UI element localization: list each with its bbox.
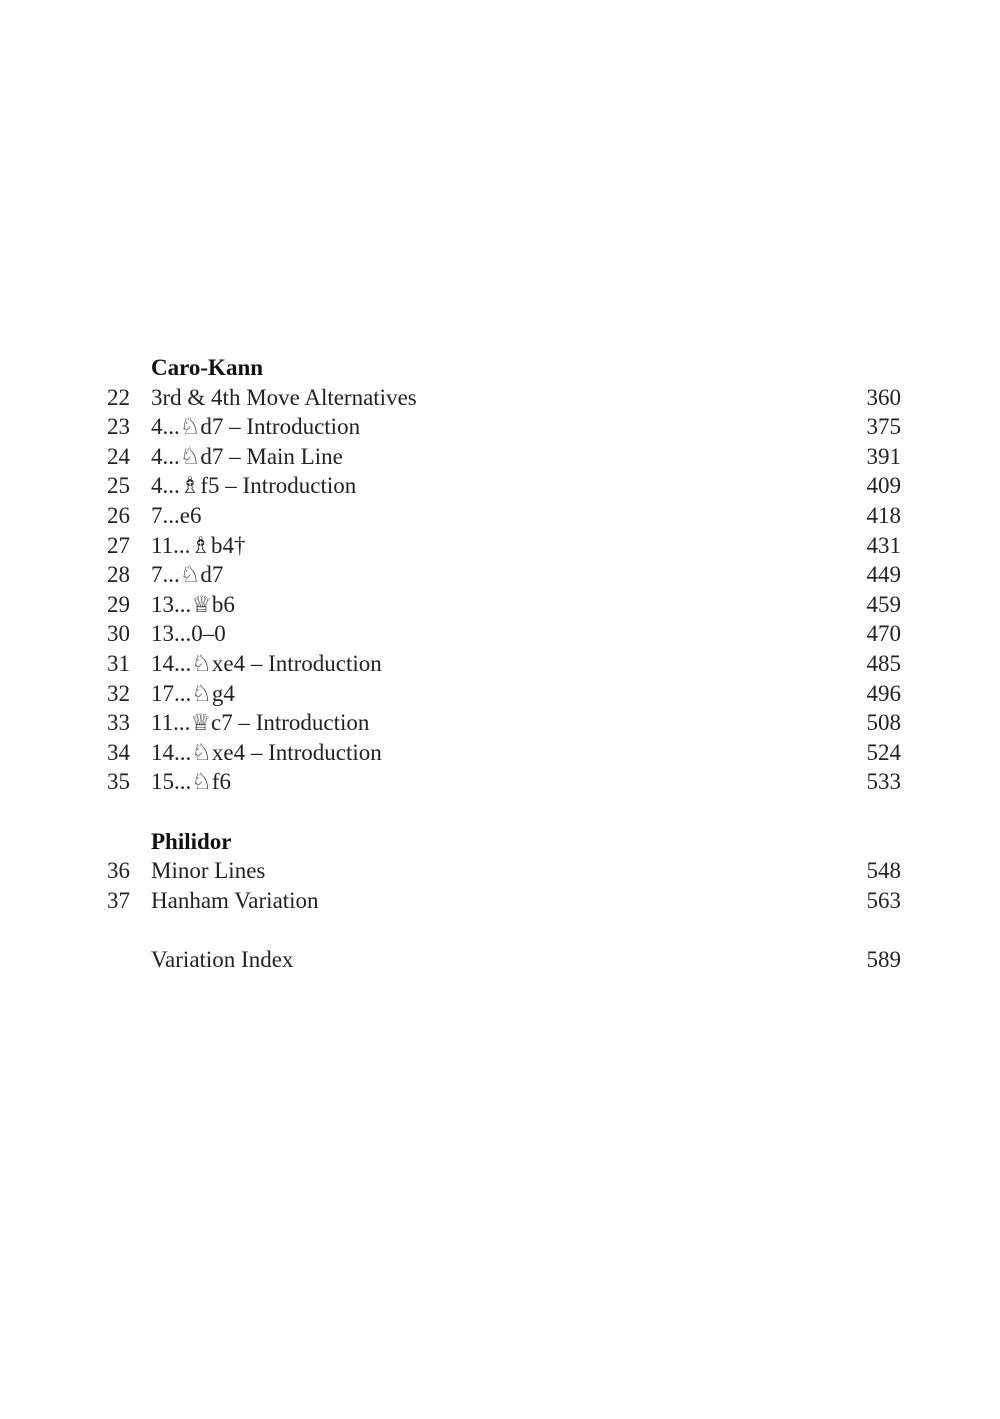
chapter-title[interactable]: 13...0–0 bbox=[151, 621, 226, 647]
chapter-number: 23 bbox=[107, 414, 130, 440]
chapter-number: 35 bbox=[107, 769, 130, 795]
page-number: 470 bbox=[866, 621, 901, 647]
chapter-title[interactable]: 7...e6 bbox=[151, 502, 202, 528]
chapter-title[interactable]: 3rd & 4th Move Alternatives bbox=[151, 384, 417, 410]
toc-entry[interactable] bbox=[0, 649, 1000, 679]
page-number: 548 bbox=[866, 858, 901, 884]
chapter-number: 28 bbox=[107, 562, 130, 588]
chapter-title[interactable]: 4...♗f5 – Introduction bbox=[151, 473, 357, 499]
chapter-title[interactable]: 17...♘g4 bbox=[151, 680, 235, 706]
section-heading: Philidor bbox=[151, 828, 232, 854]
chapter-title[interactable]: 14...♘xe4 – Introduction bbox=[151, 650, 382, 676]
toc-entry[interactable] bbox=[0, 886, 1000, 916]
toc-entry[interactable] bbox=[0, 619, 1000, 649]
chapter-number: 22 bbox=[107, 384, 130, 410]
section-spacer bbox=[0, 797, 1000, 827]
toc-entry[interactable] bbox=[0, 679, 1000, 709]
toc-entry[interactable] bbox=[0, 412, 1000, 442]
chapter-title[interactable]: 14...♘xe4 – Introduction bbox=[151, 739, 382, 765]
toc-entry[interactable] bbox=[0, 471, 1000, 501]
toc-entry[interactable] bbox=[0, 708, 1000, 738]
toc-entry[interactable] bbox=[0, 383, 1000, 413]
chapter-number: 27 bbox=[107, 532, 130, 558]
page-number: 496 bbox=[866, 680, 901, 706]
toc-entry-index[interactable] bbox=[0, 945, 1000, 975]
page-number: 360 bbox=[866, 384, 901, 410]
chapter-number: 36 bbox=[107, 858, 130, 884]
chapter-title[interactable]: 11...♕c7 – Introduction bbox=[151, 710, 370, 736]
chapter-number: 32 bbox=[107, 680, 130, 706]
chapter-number: 33 bbox=[107, 710, 130, 736]
toc-entry[interactable] bbox=[0, 531, 1000, 561]
page-number: 391 bbox=[866, 443, 901, 469]
page-number: 533 bbox=[866, 769, 901, 795]
toc-entry[interactable] bbox=[0, 856, 1000, 886]
chapter-title[interactable]: 15...♘f6 bbox=[151, 769, 232, 795]
toc-entry[interactable] bbox=[0, 501, 1000, 531]
chapter-title[interactable]: Minor Lines bbox=[151, 858, 266, 884]
chapter-title[interactable]: 13...♕b6 bbox=[151, 591, 235, 617]
page-number: 485 bbox=[866, 650, 901, 676]
chapter-number: 26 bbox=[107, 502, 130, 528]
chapter-number: 37 bbox=[107, 887, 130, 913]
page-number: 589 bbox=[866, 946, 901, 972]
page-number: 409 bbox=[866, 473, 901, 499]
toc-entry[interactable] bbox=[0, 590, 1000, 620]
index-title[interactable]: Variation Index bbox=[151, 946, 294, 972]
page-number: 375 bbox=[866, 414, 901, 440]
chapter-title[interactable]: 11...♗b4† bbox=[151, 532, 246, 558]
toc-entry[interactable] bbox=[0, 738, 1000, 768]
chapter-number: 24 bbox=[107, 443, 130, 469]
chapter-number: 30 bbox=[107, 621, 130, 647]
chapter-number: 31 bbox=[107, 650, 130, 676]
section-spacer bbox=[0, 915, 1000, 945]
page-number: 524 bbox=[866, 739, 901, 765]
toc-entry[interactable] bbox=[0, 560, 1000, 590]
chapter-title[interactable]: 4...♘d7 – Main Line bbox=[151, 443, 343, 469]
toc-entry[interactable] bbox=[0, 442, 1000, 472]
page-number: 431 bbox=[866, 532, 901, 558]
toc-entry[interactable] bbox=[0, 767, 1000, 797]
chapter-number: 34 bbox=[107, 739, 130, 765]
chapter-number: 25 bbox=[107, 473, 130, 499]
chapter-number: 29 bbox=[107, 591, 130, 617]
page-number: 508 bbox=[866, 710, 901, 736]
chapter-title[interactable]: 7...♘d7 bbox=[151, 562, 224, 588]
chapter-title[interactable]: 4...♘d7 – Introduction bbox=[151, 414, 361, 440]
section-heading-row bbox=[0, 353, 1000, 383]
section-heading-row bbox=[0, 827, 1000, 857]
page-number: 449 bbox=[866, 562, 901, 588]
page-number: 418 bbox=[866, 502, 901, 528]
table-of-contents bbox=[0, 353, 1000, 974]
page-number: 563 bbox=[866, 887, 901, 913]
section-heading: Caro-Kann bbox=[151, 355, 264, 380]
chapter-title[interactable]: Hanham Variation bbox=[151, 887, 319, 913]
page-number: 459 bbox=[866, 591, 901, 617]
